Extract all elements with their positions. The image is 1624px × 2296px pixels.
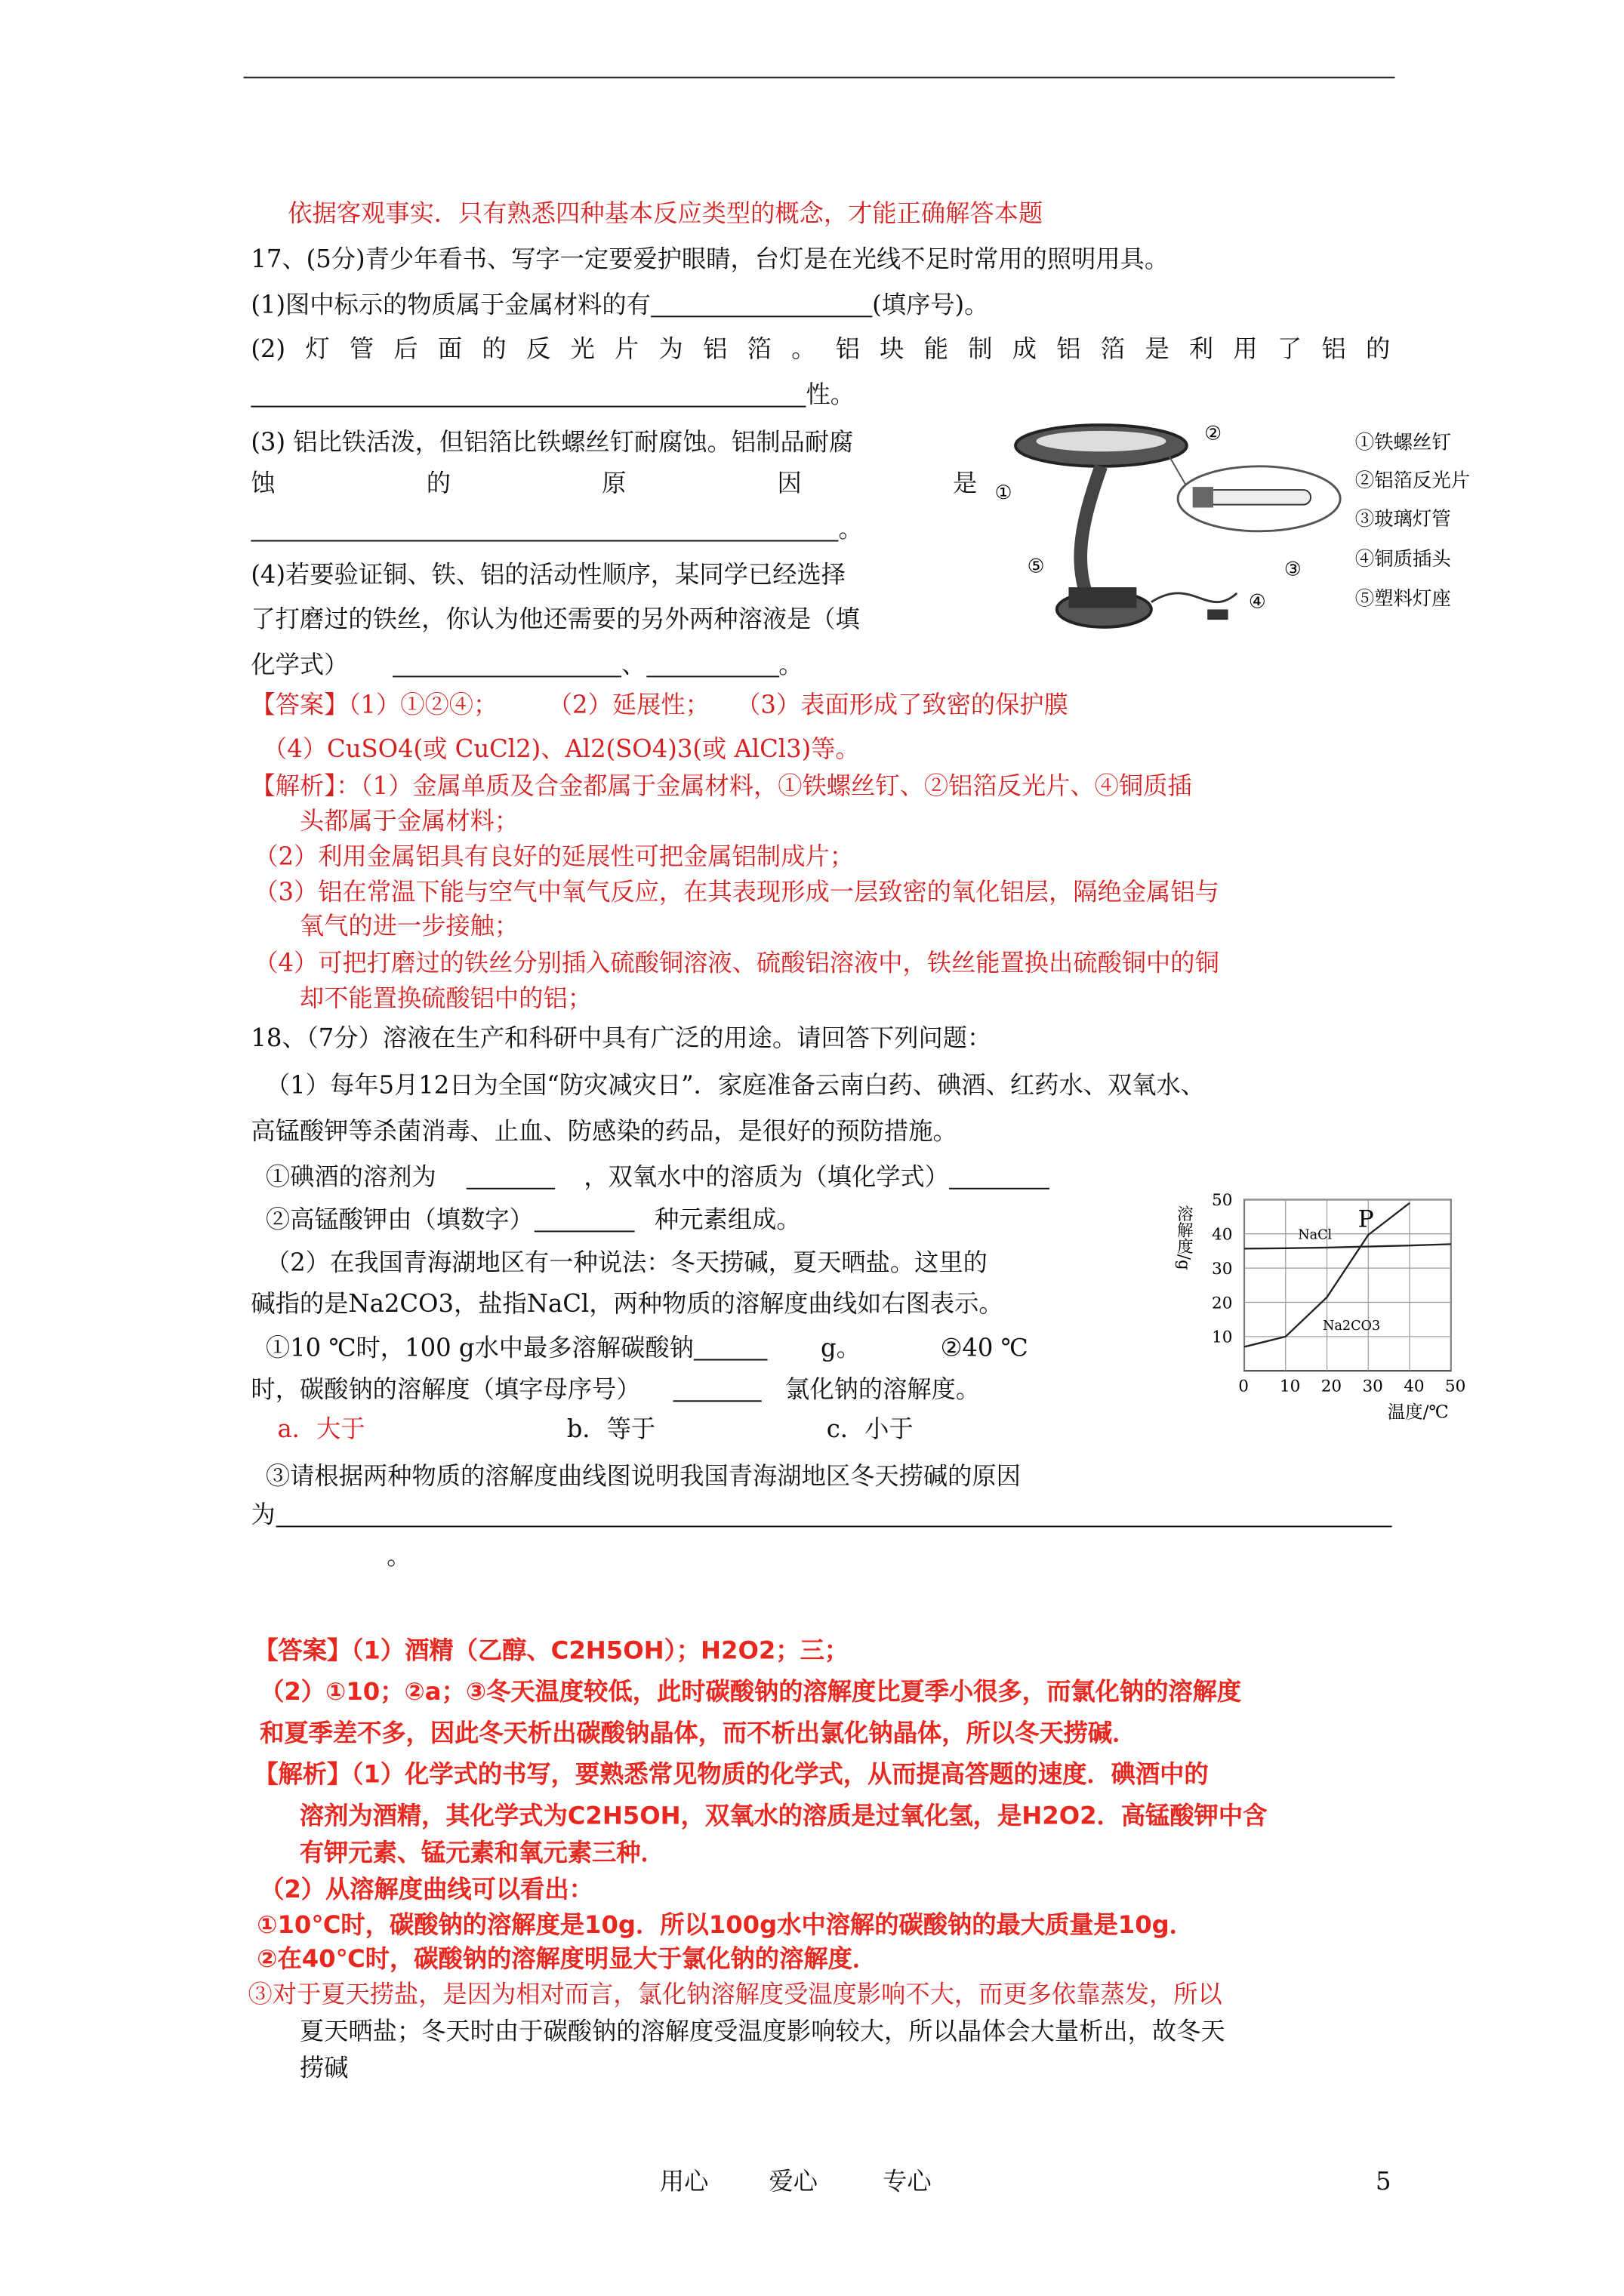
q17-part2-char-12: 。 [791,334,816,363]
q17-blank-3[interactable] [251,515,838,541]
q17-analysis-3b: 氧气的进一步接触； [299,912,519,940]
q17-part3-char-1: 的 [426,469,451,497]
x-tick-label: 20 [1320,1377,1342,1396]
q18-analysis-2: （2）从溶解度曲线可以看出： [260,1875,593,1904]
q17-part3-char-3: 因 [777,469,802,497]
y-tick-label: 30 [1212,1259,1233,1279]
footer-text-3: 专心 [883,2167,932,2196]
q17-part2-char-13: 铝 [835,334,860,363]
intro-note: 依据客观事实．只有熟悉四种基本反应类型的概念，才能正确解答本题 [288,199,1043,228]
q18-q2-start: ②40 ℃ [940,1334,1028,1362]
q18-title: 18、（7分）溶液在生产和科研中具有广泛的用途。请回答下列问题： [251,1023,992,1052]
q18-blank-6[interactable] [276,1500,1391,1527]
q17-blank-5[interactable] [646,651,778,677]
q18-analysis-5b: 夏天晒盐；冬天时由于碳酸钠的溶解度受温度影响较大，所以晶体会大量析出，故冬天 [299,2017,1225,2045]
series-label-1: Na2CO3 [1323,1318,1381,1334]
q17-part2-char-9: 为 [658,334,683,363]
q18-sub1-text: ①碘酒的溶剂为 [265,1162,436,1191]
q17-part2-char-7: 光 [570,334,595,363]
callout-1: ① [994,480,1012,503]
q18-answer [254,1635,849,1667]
answer-label: 【答案】 [251,690,349,719]
q17-part2-char-14: 块 [880,334,904,363]
q17-answer-4: （4）CuSO4(或 CuCl2)、Al2(SO4)3(或 AlCl3)等。 [262,734,860,763]
plot-frame [1244,1199,1451,1371]
q17-analysis-1 [251,771,1191,803]
q18-sub2-text: ②高锰酸钾由（填数字） [265,1205,534,1234]
q18-answer-1: （1）酒精（乙醇、C2H5OH）；H2O2；三； [351,1636,849,1665]
q18-sub1-text2: ，双氧水中的溶质为（填化学式） [584,1162,950,1191]
q17-analysis-3a: （3）铝在常温下能与空气中氧气反应，在其表现形成一层致密的氧化铝层，隔绝金属铝与 [254,878,1219,906]
q17-part2 [251,334,1390,366]
x-tick-label: 50 [1444,1377,1466,1396]
q17-part2-char-21: 利 [1188,334,1214,363]
callout-2: ② [1204,421,1222,445]
q18-sub2-suffix: 种元素组成。 [655,1205,801,1234]
lamp-drawing [1015,425,1340,627]
q17-answer [251,689,1068,722]
q17-part3-char-2: 原 [602,469,627,497]
q18-blank-2[interactable] [949,1163,1049,1190]
q18-blank-1[interactable] [466,1163,554,1190]
q17-part2-char-6: 反 [525,334,551,363]
q18-opt-a: a．大于 [277,1414,365,1443]
q18-analysis-1c: 有钾元素、锰元素和氧元素三种． [299,1838,665,1867]
q17-part2-char-15: 能 [923,334,948,363]
q18-blank-5[interactable] [673,1375,761,1402]
q18-q2 [251,1374,980,1406]
y-tick-label: 10 [1212,1328,1233,1347]
legend-item-2: ②铝箔反光片 [1354,469,1471,492]
legend-item-5: ⑤塑料灯座 [1354,586,1451,610]
q17-part2-char-16: 制 [968,334,993,363]
q17-part3-suffix: 。 [838,515,863,543]
q18-analysis-3: ①10℃时，碳酸钠的溶解度是10g．所以100g水中溶解的碳酸钠的最大质量是10g． [257,1910,1194,1939]
q17-part2-char-23: 了 [1277,334,1302,363]
q18-analysis-5c: 捞碱 [299,2054,349,2082]
x-tick-label: 10 [1279,1377,1301,1396]
q18-part1: （1）每年5月12日为全国“防灾减灾日”．家庭准备云南白药、碘酒、红药水、双氧水、 [265,1071,1206,1100]
desk-lamp-figure [986,413,1532,649]
x-axis-label: 温度/℃ [1387,1401,1449,1423]
q18-analysis-5a: ③对于夏天捞盐，是因为相对而言，氯化钠溶解度受温度影响不大，而更多依靠蒸发，所以 [248,1980,1222,2008]
page-number: 5 [1376,2167,1391,2196]
q17-part2-char-4: 面 [437,334,463,363]
chart-grid [1244,1199,1451,1371]
q17-part2-char-11: 箔 [747,334,772,363]
q17-part2-char-24: 铝 [1321,334,1346,363]
q17-part2-char-19: 箔 [1100,334,1126,363]
q18-q1-text: ①10 ℃时，100 g水中最多溶解碳酸钠 [265,1334,694,1362]
chart-series [1244,1203,1451,1347]
q17-answer-2: （2）延展性； [547,690,710,719]
q18-opt-c: c．小于 [826,1414,914,1443]
q17-analysis-1-text: ：（1）金属单质及合金都属于金属材料，①铁螺丝钉、②铝箔反光片、④铜质插 [336,771,1192,800]
q18-part2: （2）在我国青海湖地区有一种说法：冬天捞碱，夏天晒盐。这里的 [265,1248,988,1277]
x-tick-label: 0 [1238,1377,1249,1396]
q17-part2-char-0: (2) [251,334,286,363]
x-tick-label: 40 [1404,1377,1425,1396]
analysis-label: 【解析】 [251,771,337,800]
q17-part2-suffix: 性。 [806,380,855,409]
q17-part2-char-25: 的 [1365,334,1391,363]
q18-analysis-1-text: （1）化学式的书写，要熟悉常见物质的化学式，从而提高答题的速度．碘酒中的 [351,1760,1209,1789]
q18-q1-unit: g。 [820,1334,861,1362]
q17-blank-2[interactable] [251,380,806,407]
y-tick-label: 50 [1212,1191,1233,1211]
q18-q3-line2 [251,1499,1391,1531]
callout-5: ⑤ [1027,554,1045,577]
callout-4: ④ [1248,589,1266,613]
q18-blank-3[interactable] [534,1205,634,1232]
q17-part4-prefix: 化学式） [251,651,349,679]
q18-sub1 [266,1162,1049,1194]
q17-analysis-4b: 却不能置换硫酸铝中的铝； [299,983,592,1013]
header-rule [244,77,1395,78]
chart-ticks [1212,1191,1465,1396]
callout-3: ③ [1283,557,1302,580]
q17-part1-text: (1)图中标示的物质属于金属材料的有 [251,291,651,319]
q17-blank-4[interactable] [393,651,621,677]
y-tick-label: 40 [1212,1225,1233,1245]
q17-part2-char-8: 片 [615,334,639,363]
q18-analysis-1b: 溶剂为酒精，其化学式为C2H5OH，双氧水的溶质是过氧化氢，是H2O2．高锰酸钾中含 [299,1802,1268,1830]
q17-part3-line3 [251,513,862,546]
legend-item-1: ①铁螺丝钉 [1354,430,1451,454]
q18-q2-suffix: 氯化钠的溶解度。 [785,1375,981,1404]
q17-analysis-1b: 头都属于金属材料； [299,807,519,836]
series-label-0: NaCl [1298,1227,1333,1243]
q17-part1 [251,289,988,322]
q17-part2-char-1: 灯 [305,334,330,363]
q18-part2-line2: 碱指的是Na2CO3，盐指NaCl，两种物质的溶解度曲线如右图表示。 [251,1289,1003,1318]
q17-title: 17、(5分)青少年看书、写字一定要爱护眼睛，台灯是在光线不足时常用的照明用具。 [251,245,1169,273]
q18-answer-2a: （2）①10；②a；③冬天温度较低，此时碳酸钠的溶解度比夏季小很多，而氯化钠的溶解度 [260,1677,1242,1706]
footer-text-1: 用心 [659,2167,709,2196]
q17-part3: (3) 铝比铁活泼，但铝箔比铁螺丝钉耐腐蚀。铝制品耐腐 [251,427,854,457]
q18-q3: ③请根据两种物质的溶解度曲线图说明我国青海湖地区冬天捞碱的原因 [265,1462,1021,1491]
series-line-0 [1244,1244,1451,1248]
point-p-label: P [1357,1205,1374,1233]
q18-q3-end: 。 [387,1541,411,1571]
q17-part2-char-3: 后 [393,334,418,363]
solubility-chart [1174,1188,1473,1424]
q17-part2-char-2: 管 [349,334,374,363]
q18-analysis-4: ②在40℃时，碳酸钠的溶解度明显大于氯化钠的溶解度． [257,1944,877,1973]
legend-item-3: ③玻璃灯管 [1354,506,1451,530]
y-axis-label: 溶解度/g [1174,1205,1194,1270]
q18-answer-2b: 和夏季差不多，因此冬天析出碳酸钠晶体，而不析出氯化钠晶体，所以冬天捞碱． [260,1719,1137,1747]
q17-part2-char-10: 铝 [703,334,728,363]
q18-q2-text: 时，碳酸钠的溶解度（填字母序号） [251,1375,641,1404]
q17-part2-line2 [251,379,855,411]
q17-part4-line2: 了打磨过的铁丝，你认为他还需要的另外两种溶液是（填 [251,605,860,633]
q17-part1-suffix: (填序号)。 [872,291,989,319]
q17-answer-1: （1）①②④； [348,690,498,719]
x-tick-label: 30 [1362,1377,1383,1396]
legend-item-4: ④铜质插头 [1354,546,1451,570]
q17-part2-char-22: 用 [1233,334,1258,363]
q17-blank-1[interactable] [651,291,872,317]
q17-part2-char-18: 铝 [1056,334,1081,363]
q17-part4-line3 [251,649,803,682]
q18-analysis-1 [254,1759,1208,1791]
q17-part2-char-17: 成 [1012,334,1037,363]
q17-part4-suffix: 。 [778,651,803,679]
q18-q3-prefix: 为 [251,1500,276,1529]
q17-part3-char-4: 是 [952,469,978,497]
q17-part2-char-5: 的 [482,334,507,363]
q18-blank-4[interactable] [694,1334,768,1360]
q18-sub2 [266,1204,801,1236]
q17-part4: (4)若要验证铜、铁、铝的活动性顺序，某同学已经选择 [251,560,846,589]
q18-part1-line2: 高锰酸钾等杀菌消毒、止血、防感染的药品，是很好的预防措施。 [251,1116,957,1146]
q18-opt-b: b．等于 [566,1414,656,1443]
q17-part3-line2 [251,468,977,500]
y-tick-label: 20 [1212,1294,1233,1313]
q17-answer-3: （3）表面形成了致密的保护膜 [736,690,1068,719]
q17-analysis-2: （2）利用金属铝具有良好的延展性可把金属铝制成片； [254,842,854,871]
q17-part2-char-20: 是 [1145,334,1169,363]
footer-text-2: 爱心 [769,2167,818,2196]
analysis-label-2: 【解析】 [254,1760,352,1789]
answer-label-2: 【答案】 [254,1636,352,1665]
q17-part3-char-0: 蚀 [251,469,276,497]
q17-part4-sep: 、 [621,651,646,679]
q18-q1 [266,1332,1028,1365]
q17-analysis-4a: （4）可把打磨过的铁丝分别插入硫酸铜溶液、硫酸铝溶液中，铁丝能置换出硫酸铜中的铜 [254,949,1219,977]
